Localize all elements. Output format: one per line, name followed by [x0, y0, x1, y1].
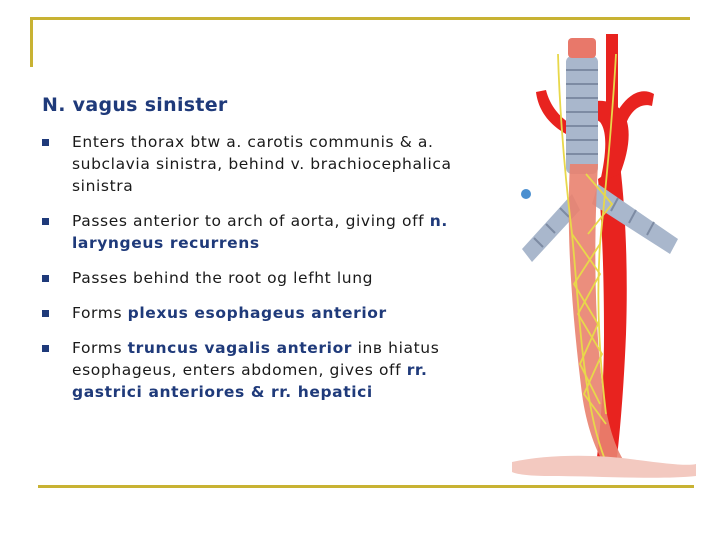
bullet-text: Passes anterior to arch of aorta, giving off — [72, 212, 430, 230]
bullet-text: Forms — [72, 304, 128, 322]
bullet-item — [42, 337, 492, 403]
bullet-highlight-term: rr. gastrici anteriores & rr. hepatici — [72, 361, 428, 401]
subclavian-artery — [616, 91, 654, 124]
bullet-text: Forms — [72, 339, 128, 357]
bullet-highlight-term: truncus vagalis anterior — [127, 339, 353, 357]
bullet-square-icon — [42, 139, 49, 146]
bullet-square-icon — [42, 310, 49, 317]
bullet-square-icon — [42, 345, 49, 352]
bullet-highlight-term: plexus esophageus anterior — [127, 304, 387, 322]
blue-node — [521, 189, 531, 199]
frame-bottom-line — [38, 485, 694, 488]
slide-title: N. vagus sinister — [42, 94, 228, 116]
bullet-text: Enters thorax btw a. carotis communis & a. subclavia sinistra, behind v. brachiocephalica sinistra — [72, 133, 452, 195]
bullet-square-icon — [42, 275, 49, 282]
trachea — [566, 56, 598, 174]
bullet-highlight-term: n. laryngeus recurrens — [72, 212, 448, 252]
bullet-text: Passes behind the root og lefht lung — [72, 269, 374, 287]
bullet-text: inв hiatus esophageus, enters abdomen, gives off — [72, 339, 440, 379]
bullet-item — [42, 210, 492, 254]
frame-left-line — [30, 17, 33, 67]
bullet-list — [42, 131, 492, 416]
larynx — [568, 38, 596, 58]
bullet-item — [42, 131, 492, 197]
vagus-nerve-anatomy-illustration — [508, 14, 698, 484]
bullet-item — [42, 302, 492, 324]
bullet-item — [42, 267, 492, 289]
bullet-square-icon — [42, 218, 49, 225]
diaphragm — [512, 456, 696, 478]
